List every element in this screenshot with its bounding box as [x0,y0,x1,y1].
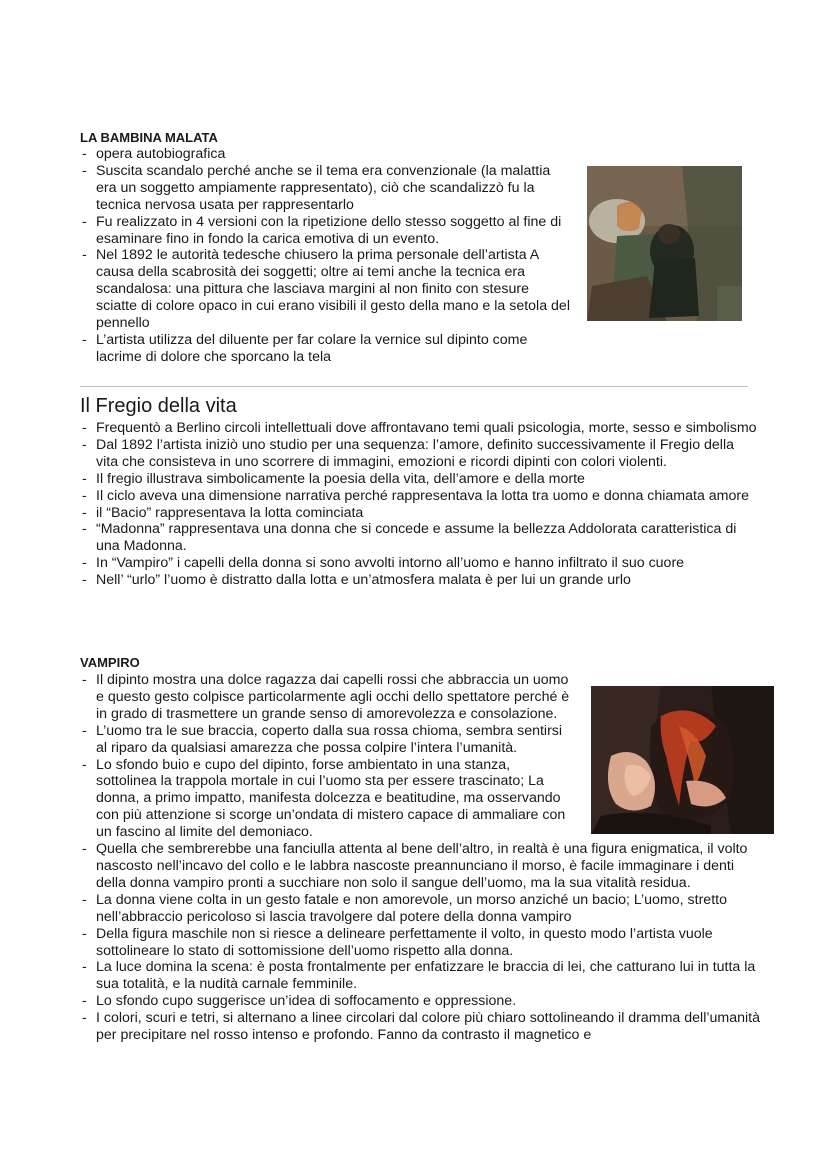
bullet-list [80,841,760,1044]
bullet-list [80,672,570,841]
section-fregio-della-vita [80,394,760,589]
list-item: - Suscita scandalo perché anche se il tema era convenzionale (la malattia era un soggetto ampiamente rappresentato), ciò che scandalizzò fu la tecnica nervosa usata per rappresentarlo [80,163,570,214]
list-item: - opera autobiografica [80,146,570,163]
bullet-list [80,420,760,589]
bullet-list [80,146,570,366]
list-item: - il “Bacio” rappresentava la lotta cominciata [80,505,760,522]
list-item: - Il ciclo aveva una dimensione narrativa perché rappresentava la lotta tra uomo e donna chiamata amore [80,488,760,505]
list-item: - L’artista utilizza del diluente per far colare la vernice sul dipinto come lacrime di dolore che sporcano la tela [80,332,570,366]
list-item: - Dal 1892 l’artista iniziò uno studio per una sequenza: l’amore, definito successivamente il Fregio della vita che consisteva in uno scorrere di immagini, emozioni e ricordi dipinti con colori violenti. [80,437,760,471]
painting-bambina-malata-image [587,166,742,321]
list-item: - In “Vampiro” i capelli della donna si sono avvolti intorno all’uomo e hanno infiltrato il suo cuore [80,555,760,572]
painting-vampiro-image [591,686,774,834]
list-item: - Della figura maschile non si riesce a delineare perfettamente il volto, in questo modo l’artista vuole sottolineare lo stato di sottomissione dell’uomo rispetto alla donna. [80,926,760,960]
list-item: - La luce domina la scena: è posta frontalmente per enfatizzare le braccia di lei, che catturano lui in tutta la sua totalità, e la nudità carnale femminile. [80,959,760,993]
list-item: - La donna viene colta in un gesto fatale e non amorevole, un morso anziché un bacio; L’uomo, stretto nell’abbraccio pericoloso si lascia travolgere dal potere della donna vampiro [80,892,760,926]
section-title: Il Fregio della vita [80,395,237,417]
list-item: - Fu realizzato in 4 versioni con la ripetizione dello stesso soggetto al fine di esaminare fino in fondo la carica emotiva di un evento. [80,214,570,248]
section-title: LA BAMBINA MALATA [80,130,218,145]
list-item: - L’uomo tra le sue braccia, coperto dalla sua rossa chioma, sembra sentirsi al riparo da qualsiasi amarezza che possa colpire l’intera l’umanità. [80,723,570,757]
list-item: - Lo sfondo buio e cupo del dipinto, forse ambientato in una stanza, sottolinea la trappola mortale in cui l’uomo sta per essere trascinato; La donna, a primo impatto, manifesta dolcezza e beatitudine, ma osservando con più attenzione si scorge un’ondata di mistero capace di ammaliare con un fascino al limite del demoniaco. [80,757,570,842]
list-item: - Il dipinto mostra una dolce ragazza dai capelli rossi che abbraccia un uomo e questo gesto colpisce particolarmente agli occhi dello spettatore perché è in grado di trasmettere un grande senso di amorevolezza e consolazione. [80,672,570,723]
list-item: - Frequentò a Berlino circoli intellettuali dove affrontavano temi quali psicologia, morte, sesso e simbolismo [80,420,760,437]
list-item: - Quella che sembrerebbe una fanciulla attenta al bene dell’altro, in realtà è una figura enigmatica, il volto nascosto nell’incavo del collo e le labbra nascoste preannunciano il morso, è facile immaginare i denti della donna vampiro pronti a succhiare non solo il sangue dell’uomo, ma la sua vitalità residua. [80,841,760,892]
section-title: VAMPIRO [80,655,140,670]
list-item: - I colori, scuri e tetri, si alternano a linee circolari dal colore più chiaro sottolineando il dramma dell’umanità per precipitare nel rosso intenso e profondo. Fanno da contrasto il magnetico e [80,1010,760,1044]
list-item: - “Madonna” rappresentava una donna che si concede e assume la bellezza Addolorata caratteristica di una Madonna. [80,521,760,555]
list-item: - Nel 1892 le autorità tedesche chiusero la prima personale dell’artista A causa della scabrosità dei soggetti; oltre ai temi anche la tecnica era scandalosa: una pittura che lasciava margini al non finito con stesure sciatte di colore opaco in cui erano visibili il gesto della mano e la setola del pennello [80,247,570,332]
list-item: - Lo sfondo cupo suggerisce un’idea di soffocamento e oppressione. [80,993,760,1010]
section-divider [80,386,748,387]
list-item: - Il fregio illustrava simbolicamente la poesia della vita, dell’amore e della morte [80,471,760,488]
list-item: - Nell’ “urlo” l’uomo è distratto dalla lotta e un’atmosfera malata è per lui un grande urlo [80,572,760,589]
